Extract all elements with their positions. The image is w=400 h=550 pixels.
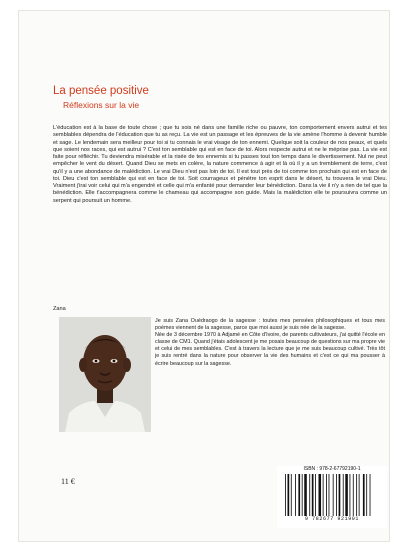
barcode-number: 9 782677 921901 — [304, 516, 359, 522]
blurb-signature: Zana — [53, 306, 66, 312]
bio-paragraph: Je suis Zana Ouédraogo de la sagesse : toutes mes pensées philosophiques et tous mes poèmes viennent de la sagesse, parce que moi aussi je suis née de la sagesse. — [155, 318, 385, 332]
book-title: La pensée positive — [53, 85, 149, 97]
author-portrait-icon — [59, 317, 151, 432]
blurb-text: L'éducation est à la base de toute chose ; que tu sois né dans une famille riche ou pauvre, ton comportement envers autrui et tes semblables dépendra de l'éducation que tu as reçu. La vie est un passage et les épreuves de la vie amène l'homme à devenir humble et sage. Le lendemain sera meilleur pour toi si tu connais le vrai visage de ton ennemi. Quelque soit la couleur de nos peaux, et quels que soient nos races, qui est autrui ? C'est ton semblable qui est en face de toi. Alors respecte autrui et ne le méprise pas. La vie est faite pour réfléchir. Tu deviendra misérable et la risée de tes ennemis si tu passes tout ton temps dans le divertissement. Nul ne peut empêcher le vent du désert. Quand Dieu se mets en colère, la nature commence à agir et là où il y a un tremblement de terre, c'est qu'il y a une abondance de malédiction. Le vrai Dieu n'est pas loin de toi. Il est tout près de toi comme ton prochain qui est en face de toi. Dieu c'est ton semblable qui est en face de toi. Soit courrageux et pénètre ton esprit dans le désert, tu trouvera le vrai Dieu. Vraiment j'irai voir celui qui m'a engendré et celle qui m'a enfanté pour demander leur bénédiction. Dans la vie il n'y a rien de tel que la bénédiction. Elle t'accompagnera comme le chameau qui accompagne son guide. Mais la malédiction elle te poursuivra comme un serpent qui poursuit un homme. — [53, 125, 387, 204]
back-cover — [18, 10, 390, 542]
book-subtitle: Réflexions sur la vie — [63, 100, 140, 110]
barcode-icon — [283, 474, 381, 516]
author-bio — [155, 318, 385, 368]
barcode-block — [277, 466, 387, 528]
author-photo — [59, 317, 151, 432]
bio-paragraph: Née de 3 décembre 1970 à Adjamé en Côte d'Ivoire, de parents cultivateurs, j'ai quitté l'école en classe de CM1. Quand j'étais adolescent je me posais beaucoup de questions sur ma propre vie et celui de mes semblables. C'est à travers la lecture que je me suis beaucoup cultivé. Très tôt je suis rentré dans la nature pour observer la vie des humains et c'est ce qui ma pousser à écrire beaucoup sur la sagesse. — [155, 332, 385, 367]
isbn-label: ISBN : 978-2-67792190-1 — [303, 466, 361, 472]
price-label: 11 € — [61, 477, 75, 486]
